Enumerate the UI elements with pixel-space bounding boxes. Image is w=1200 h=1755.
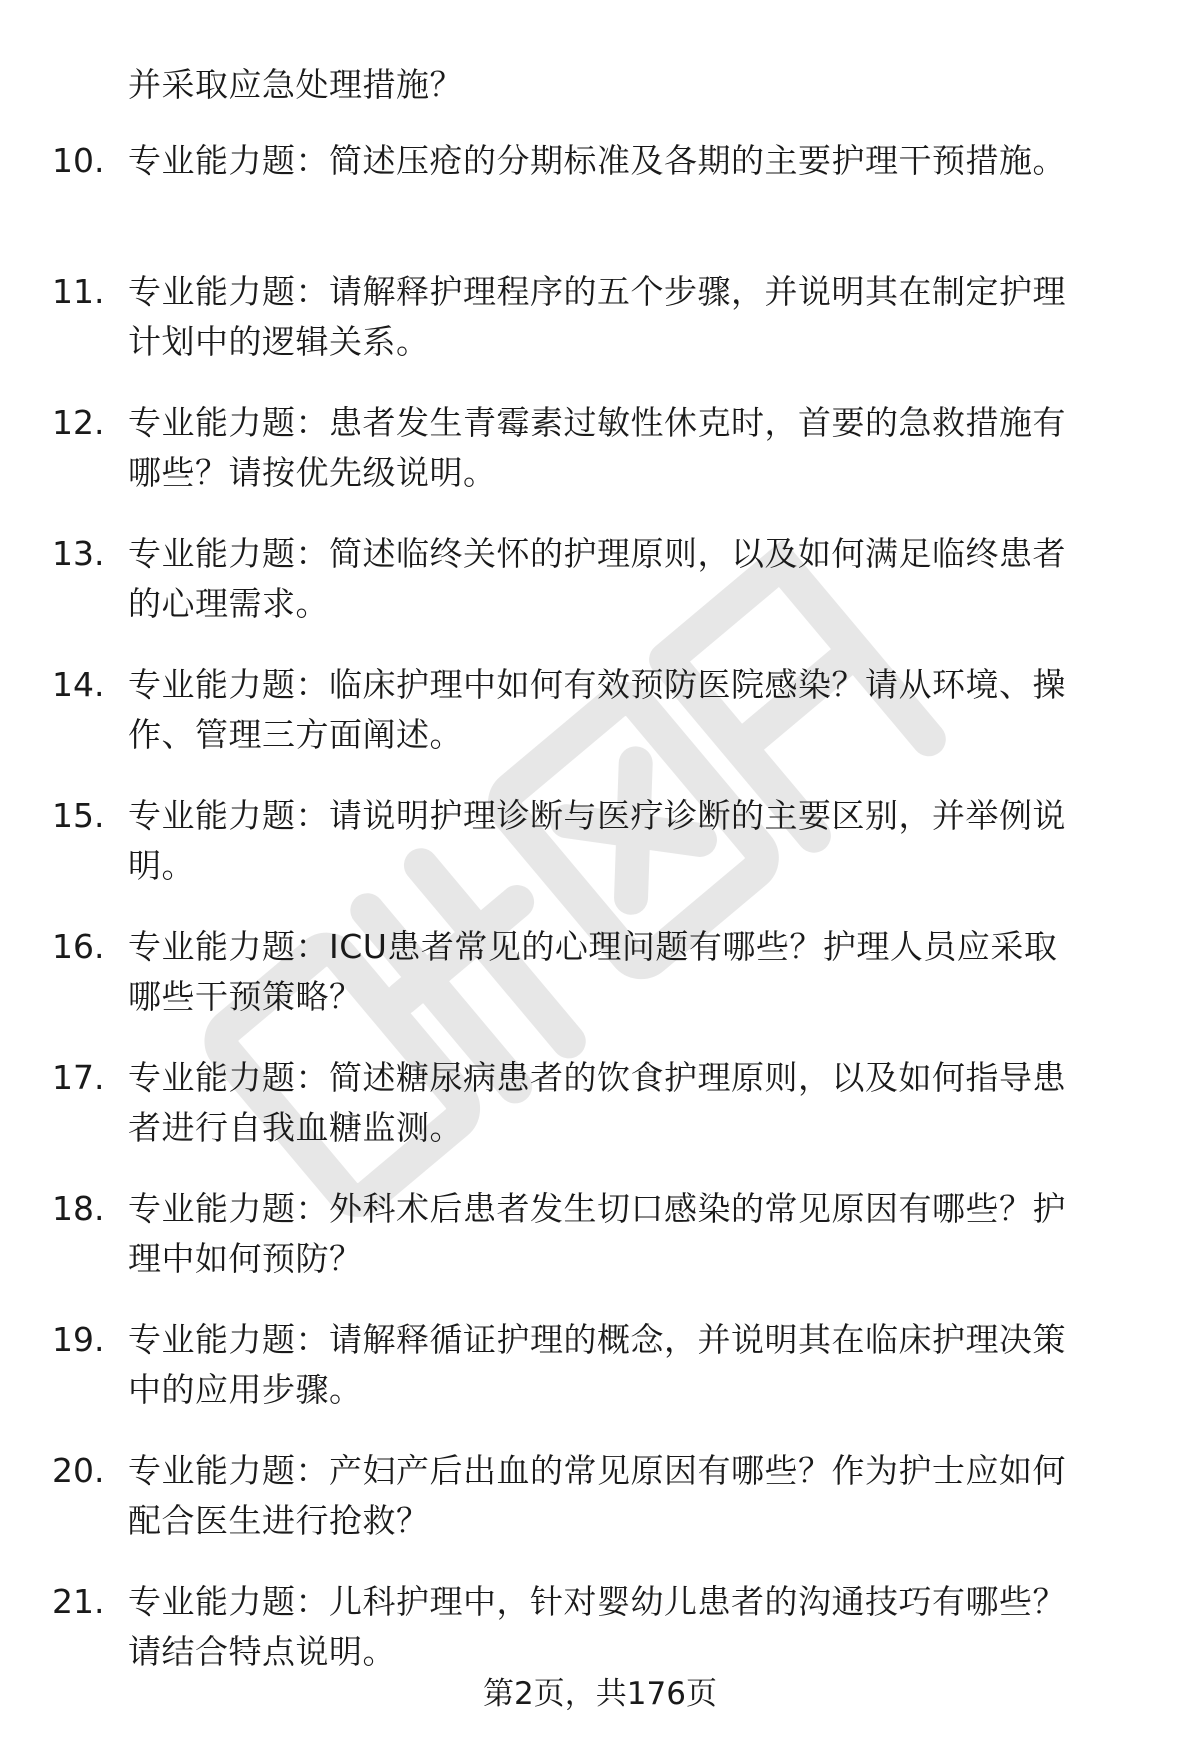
question-text-line: 请结合特点说明。 xyxy=(128,1632,396,1671)
question-number: 10. xyxy=(52,141,105,180)
question-text-line: 专业能力题：临床护理中如何有效预防医院感染？请从环境、操 xyxy=(128,665,1066,704)
continuation-line: 并采取应急处理措施？ xyxy=(128,65,463,104)
question-text xyxy=(128,1053,1138,1153)
question-text-line: 理中如何预防？ xyxy=(128,1239,363,1278)
question-text xyxy=(128,1184,1138,1284)
question-text-line: 哪些干预策略？ xyxy=(128,977,363,1016)
question-number: 19. xyxy=(52,1320,105,1359)
page-footer: 第2页，共176页 xyxy=(483,1676,717,1712)
question-item xyxy=(0,1184,1200,1315)
question-text-line: 作、管理三方面阐述。 xyxy=(128,715,463,754)
question-text-line: 专业能力题：简述压疮的分期标准及各期的主要护理干预措施。 xyxy=(128,141,1066,180)
question-text xyxy=(128,1315,1138,1415)
question-text-line: 专业能力题：请解释循证护理的概念，并说明其在临床护理决策 xyxy=(128,1320,1066,1359)
question-text xyxy=(128,136,1138,186)
question-text-line: 中的应用步骤。 xyxy=(128,1370,363,1409)
question-text-line: 计划中的逻辑关系。 xyxy=(128,322,430,361)
question-text-line: 的心理需求。 xyxy=(128,584,329,623)
question-text-line: 专业能力题：产妇产后出血的常见原因有哪些？作为护士应如何 xyxy=(128,1451,1066,1490)
question-number: 14. xyxy=(52,665,105,704)
question-text xyxy=(128,1577,1138,1677)
question-text-line: 明。 xyxy=(128,846,195,885)
question-number: 12. xyxy=(52,403,105,442)
question-number: 11. xyxy=(52,272,105,311)
question-item xyxy=(0,1315,1200,1446)
question-item xyxy=(0,398,1200,529)
question-text-line: 专业能力题：ICU患者常见的心理问题有哪些？护理人员应采取 xyxy=(128,927,1058,966)
question-item xyxy=(0,529,1200,660)
question-list xyxy=(0,136,1200,1708)
question-text-line: 专业能力题：简述糖尿病患者的饮食护理原则，以及如何指导患 xyxy=(128,1058,1066,1097)
question-text xyxy=(128,791,1138,891)
question-item xyxy=(0,267,1200,398)
question-text-line: 专业能力题：外科术后患者发生切口感染的常见原因有哪些？护 xyxy=(128,1189,1066,1228)
question-item xyxy=(0,660,1200,791)
question-text-line: 专业能力题：请说明护理诊断与医疗诊断的主要区别，并举例说 xyxy=(128,796,1066,835)
question-text-line: 专业能力题：请解释护理程序的五个步骤，并说明其在制定护理 xyxy=(128,272,1066,311)
question-text-line: 者进行自我血糖监测。 xyxy=(128,1108,463,1147)
question-number: 16. xyxy=(52,927,105,966)
question-number: 18. xyxy=(52,1189,105,1228)
question-text xyxy=(128,660,1138,760)
question-number: 15. xyxy=(52,796,105,835)
question-number: 17. xyxy=(52,1058,105,1097)
question-text xyxy=(128,267,1138,367)
question-text xyxy=(128,1446,1138,1546)
question-item xyxy=(0,922,1200,1053)
question-text-line: 专业能力题：简述临终关怀的护理原则，以及如何满足临终患者 xyxy=(128,534,1066,573)
question-number: 13. xyxy=(52,534,105,573)
question-text-line: 哪些？请按优先级说明。 xyxy=(128,453,497,492)
question-text xyxy=(128,398,1138,498)
question-text-line: 专业能力题：儿科护理中，针对婴幼儿患者的沟通技巧有哪些？ xyxy=(128,1582,1066,1621)
question-text-line: 专业能力题：患者发生青霉素过敏性休克时，首要的急救措施有 xyxy=(128,403,1066,442)
question-item xyxy=(0,1053,1200,1184)
question-item xyxy=(0,136,1200,267)
question-text-line: 配合医生进行抢救？ xyxy=(128,1501,430,1540)
question-number: 21. xyxy=(52,1582,105,1621)
question-text xyxy=(128,529,1138,629)
question-item xyxy=(0,1446,1200,1577)
question-number: 20. xyxy=(52,1451,105,1490)
question-item xyxy=(0,791,1200,922)
question-text xyxy=(128,922,1138,1022)
